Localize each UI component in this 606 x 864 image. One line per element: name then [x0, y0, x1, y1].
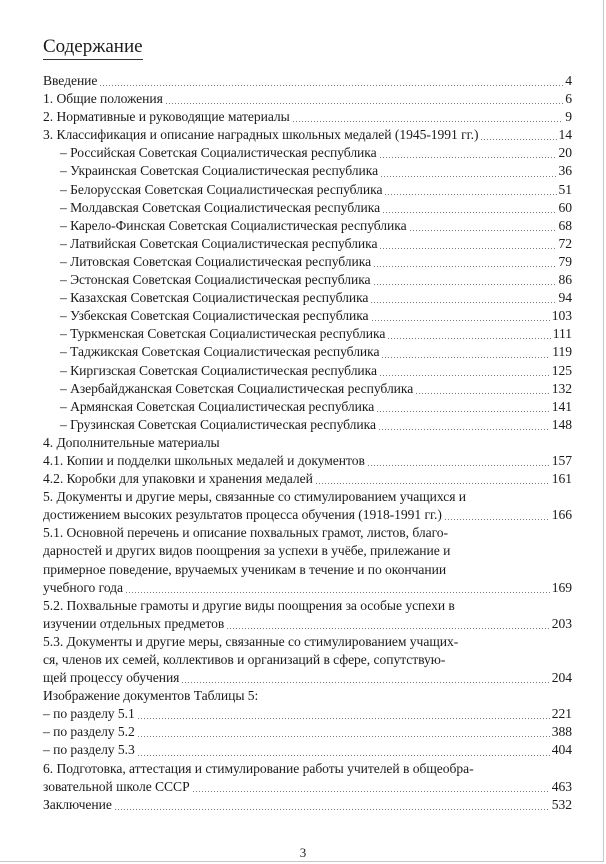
toc-entry-text: Заключение [43, 796, 112, 812]
toc-entry-text: – Литовская Советская Социалистическая республика [60, 253, 372, 269]
toc-entry-text: 6. Подготовка, аттестация и стимулирование работы учителей в общеобра- [43, 760, 474, 776]
toc-entry-text: – Таджикская Советская Социалистическая республика [60, 344, 380, 360]
toc-page-number: 72 [558, 235, 572, 251]
toc-entry-row [43, 778, 572, 796]
toc-entry-text: – Туркменская Советская Социалистическая республика [60, 326, 386, 342]
toc-page-number: 203 [551, 615, 572, 631]
toc-entry[interactable] [43, 199, 572, 217]
toc-entry[interactable] [43, 796, 572, 814]
toc-page-number: 141 [551, 398, 572, 414]
toc-entry[interactable] [43, 597, 572, 633]
toc-entry-text: учебного года [43, 579, 124, 595]
toc-entry-text: Введение [43, 73, 98, 88]
toc-entry[interactable] [43, 760, 572, 796]
toc-entry[interactable] [43, 470, 572, 488]
dot-leader [371, 320, 550, 321]
toc-entry-text: 5.2. Похвальные грамоты и другие виды поощрения за особые успехи в [43, 597, 455, 613]
dot-leader [382, 212, 556, 213]
dot-leader [137, 718, 550, 719]
toc-entry-text: примерное поведение, вручаемых ученикам в течение и по окончании [43, 561, 447, 577]
page-title: Содержание [43, 36, 143, 60]
toc-entry-text: ся, членов их семей, коллективов и организаций в сфере, сопутствую- [43, 652, 446, 667]
toc-entry[interactable] [43, 126, 572, 144]
toc-page-number: 204 [551, 670, 572, 686]
toc-entry[interactable] [43, 253, 572, 271]
toc-entry-text: 5. Документы и другие меры, связанные со стимулированием учащихся и [43, 489, 466, 505]
toc-entry-text: изучении отдельных предметов [43, 615, 225, 631]
toc-entry-text: 4. Дополнительные материалы [43, 434, 220, 450]
toc-entry-row [60, 325, 572, 343]
toc-entry[interactable] [43, 307, 572, 325]
page-number: 3 [299, 845, 307, 860]
table-of-contents [43, 72, 572, 814]
toc-entry-row [60, 362, 572, 380]
toc-page-number: 60 [558, 199, 572, 215]
dot-leader [373, 284, 557, 285]
toc-entry-row [60, 289, 572, 307]
toc-entry-text: – Российская Советская Социалистическая республика [60, 145, 377, 161]
toc-entry-row [60, 144, 572, 162]
toc-page-number: 169 [551, 579, 572, 595]
toc-page-number: 51 [558, 181, 572, 197]
toc-page-number: 157 [551, 452, 572, 468]
toc-entry-row [60, 398, 572, 416]
toc-page-number: 79 [558, 253, 572, 269]
toc-entry-row [43, 506, 572, 524]
toc-entry-row [43, 579, 572, 597]
dot-leader [226, 628, 550, 629]
toc-entry-text: – Эстонская Советская Социалистическая республика [60, 272, 371, 288]
dot-leader [379, 157, 557, 158]
toc-entry[interactable] [43, 416, 572, 434]
toc-entry-text: 5.3. Документы и другие меры, связанные со стимулированием учащих- [43, 633, 459, 649]
dot-leader [137, 755, 550, 756]
dot-leader [292, 121, 564, 122]
toc-entry-row [60, 380, 572, 398]
toc-entry-row [60, 271, 572, 289]
toc-page-number: 221 [551, 706, 572, 722]
toc-entry[interactable] [43, 325, 572, 343]
dot-leader [381, 357, 550, 358]
toc-entry-text: 3. Классификация и описание наградных школьных медалей (1945-1991 гг.) [43, 127, 479, 143]
toc-entry-text: – Азербайджанская Советская Социалистическая республика [60, 380, 414, 396]
toc-entry[interactable] [43, 217, 572, 235]
toc-entry[interactable] [43, 687, 572, 705]
toc-entry-text: – Молдавская Советская Социалистическая республика [60, 199, 381, 215]
toc-entry-row [43, 615, 572, 633]
toc-entry-text: 4.1. Копии и подделки школьных медалей и документов [43, 452, 365, 468]
toc-entry-row [43, 90, 572, 108]
toc-entry-text: – по разделу 5.3 [43, 742, 135, 758]
dot-leader [125, 592, 550, 593]
toc-entry[interactable] [43, 362, 572, 380]
toc-entry[interactable] [43, 741, 572, 759]
toc-entry[interactable] [43, 633, 572, 687]
toc-entry-text: – Латвийская Советская Социалистическая республика [60, 235, 378, 251]
dot-leader [373, 266, 556, 267]
toc-entry-text: – Казахская Советская Социалистическая республика [60, 290, 369, 306]
toc-page-number: 404 [551, 742, 572, 758]
toc-entry-row [60, 235, 572, 253]
dot-leader [379, 375, 550, 376]
toc-entry-text: – по разделу 5.2 [43, 724, 135, 740]
dot-leader [370, 302, 556, 303]
toc-entry[interactable] [43, 181, 572, 199]
dot-leader [315, 483, 550, 484]
toc-entry-row [43, 669, 572, 687]
toc-entry-row [43, 796, 572, 814]
toc-entry-row [43, 741, 572, 759]
toc-entry[interactable] [43, 723, 572, 741]
toc-page-number: 125 [551, 362, 572, 378]
toc-page-number: 119 [552, 344, 572, 360]
toc-page-number: 36 [558, 163, 572, 179]
toc-page-number: 4 [565, 73, 572, 88]
toc-entry[interactable] [43, 235, 572, 253]
toc-page-number: 9 [565, 109, 572, 125]
toc-entry-row [60, 199, 572, 217]
toc-entry[interactable] [43, 108, 572, 126]
toc-entry[interactable] [43, 705, 572, 723]
toc-page-number: 86 [558, 272, 572, 288]
toc-entry-row [43, 723, 572, 741]
toc-entry[interactable] [43, 524, 572, 596]
toc-entry-row [60, 307, 572, 325]
dot-leader [99, 85, 563, 86]
toc-entry-text: – Карело-Финская Советская Социалистическая республика [60, 217, 407, 233]
dot-leader [137, 736, 550, 737]
toc-entry-text: дарностей и других видов поощрения за успехи в учёбе, прилежание и [43, 543, 451, 559]
toc-entry-text: – Белорусская Советская Социалистическая республика [60, 181, 383, 197]
toc-entry-text: щей процессу обучения [43, 670, 180, 686]
toc-entry-row [60, 416, 572, 434]
dot-leader [181, 682, 549, 683]
dot-leader [384, 194, 556, 195]
toc-entry-row [60, 253, 572, 271]
toc-entry-text: 1. Общие положения [43, 91, 163, 107]
dot-leader [480, 139, 556, 140]
toc-page-number: 20 [558, 145, 572, 161]
page-border-bottom [0, 861, 604, 862]
toc-page-number: 463 [551, 778, 572, 794]
toc-entry-row [60, 343, 572, 361]
toc-page-number: 14 [558, 127, 572, 143]
toc-entry[interactable] [43, 398, 572, 416]
toc-entry[interactable] [43, 380, 572, 398]
toc-entry-text: – Украинская Советская Социалистическая республика [60, 163, 379, 179]
dot-leader [165, 103, 563, 104]
toc-page-number: 161 [551, 471, 572, 487]
toc-entry-row [60, 162, 572, 180]
toc-page-number: 68 [558, 217, 572, 233]
toc-page-number: 166 [551, 507, 572, 523]
dot-leader [444, 519, 550, 520]
toc-page-number: 94 [558, 290, 572, 306]
toc-entry-row [60, 217, 572, 235]
toc-page-number: 132 [551, 380, 572, 396]
toc-entry[interactable] [43, 488, 572, 524]
toc-entry[interactable] [43, 144, 572, 162]
toc-entry-row [60, 181, 572, 199]
toc-entry-text: – Грузинская Советская Социалистическая республика [60, 416, 376, 432]
toc-entry-row [43, 108, 572, 126]
toc-entry-row [43, 126, 572, 144]
toc-page-number: 111 [552, 326, 572, 342]
toc-entry[interactable] [43, 343, 572, 361]
dot-leader [376, 411, 550, 412]
toc-entry[interactable] [43, 271, 572, 289]
dot-leader [415, 393, 550, 394]
toc-entry-row [43, 72, 572, 90]
toc-entry[interactable] [43, 162, 572, 180]
toc-entry-text: 5.1. Основной перечень и описание похвальных грамот, листов, благо- [43, 525, 448, 541]
page-border-right [603, 0, 604, 862]
toc-page-number: 388 [551, 724, 572, 740]
toc-entry[interactable] [43, 90, 572, 108]
dot-leader [379, 248, 556, 249]
toc-entry-text: – Армянская Советская Социалистическая республика [60, 398, 375, 414]
toc-page-number: 148 [551, 416, 572, 432]
toc-entry-row [43, 470, 572, 488]
dot-leader [192, 791, 550, 792]
dot-leader [380, 176, 556, 177]
toc-entry-text: – Узбекская Советская Социалистическая республика [60, 308, 369, 324]
toc-entry-text: – Киргизская Советская Социалистическая республика [60, 362, 377, 378]
dot-leader [114, 809, 550, 810]
toc-entry[interactable] [43, 72, 572, 90]
toc-entry-text: 4.2. Коробки для упаковки и хранения медалей [43, 471, 313, 487]
toc-entry-text: достижением высоких результатов процесса обучения (1918-1991 гг.) [43, 507, 442, 523]
toc-page-number: 532 [551, 796, 572, 812]
toc-page-number: 6 [565, 91, 572, 107]
dot-leader [409, 230, 557, 231]
toc-entry[interactable] [43, 452, 572, 470]
toc-entry-text: зовательной школе СССР [43, 778, 190, 794]
toc-entry-text: Изображение документов Таблицы 5: [43, 688, 259, 704]
dot-leader [367, 465, 550, 466]
toc-page-number: 103 [551, 308, 572, 324]
toc-entry-text: 2. Нормативные и руководящие материалы [43, 109, 290, 125]
toc-entry[interactable] [43, 434, 572, 452]
toc-entry-row [43, 452, 572, 470]
toc-entry-text: – по разделу 5.1 [43, 706, 135, 722]
dot-leader [378, 429, 550, 430]
toc-entry[interactable] [43, 289, 572, 307]
dot-leader [387, 338, 550, 339]
toc-entry-row [43, 705, 572, 723]
